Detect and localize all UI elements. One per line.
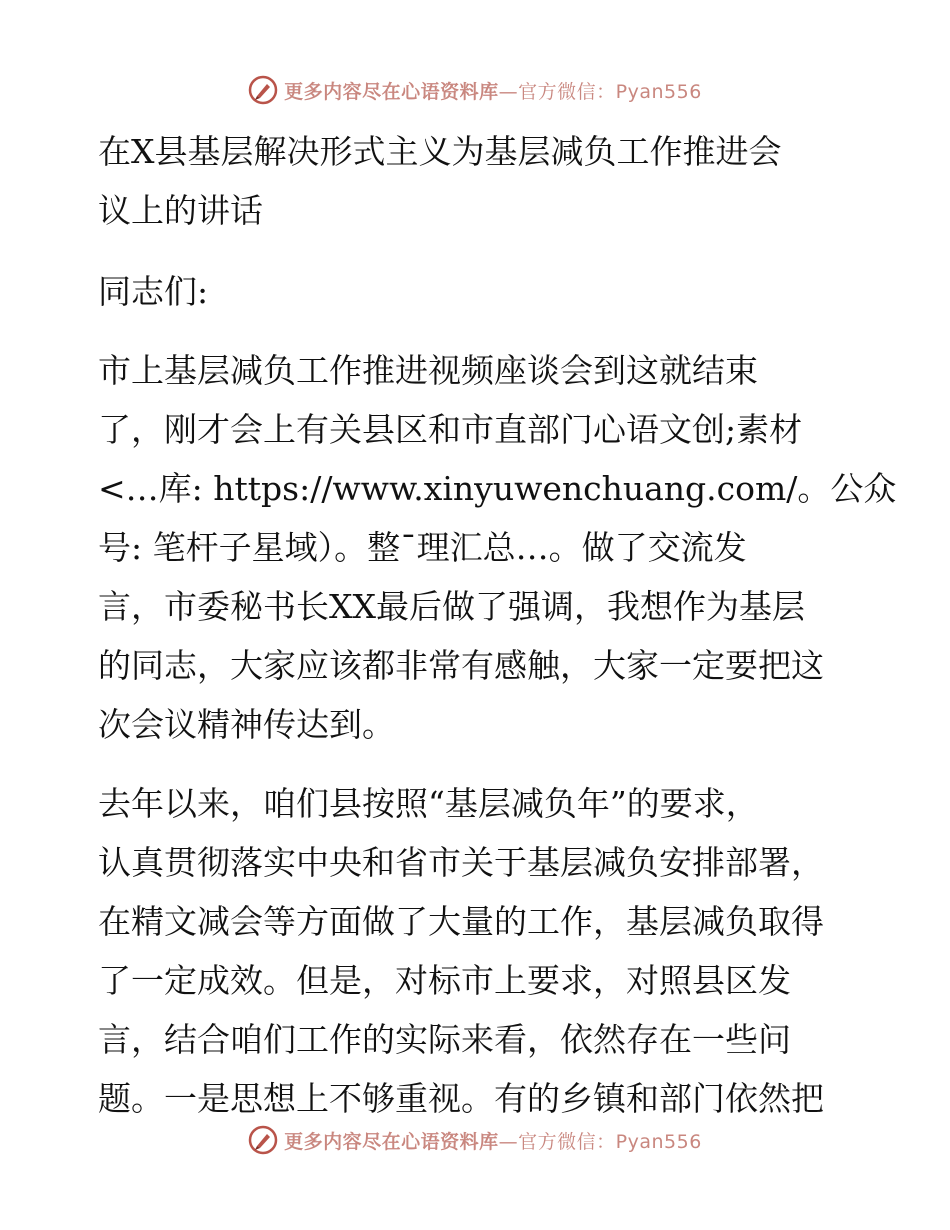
header-banner <box>0 70 950 110</box>
title-line: 议上的讲话 <box>98 191 263 230</box>
paragraph-line: 了一定成效。但是，对标市上要求，对照县区发 <box>98 961 791 1000</box>
paragraph-2 <box>98 774 858 1128</box>
paragraph-line: 的同志，大家应该都非常有感触，大家一定要把这 <box>98 646 824 685</box>
salutation <box>98 262 858 321</box>
footer-wechat-text: 官方微信：Pyan556 <box>518 1130 702 1153</box>
pen-logo-icon <box>248 75 278 105</box>
footer-separator: — <box>498 1130 519 1153</box>
header-wechat-text: 官方微信：Pyan556 <box>518 80 702 103</box>
paragraph-line: 去年以来，咱们县按照“基层减负年”的要求， <box>98 784 759 823</box>
footer-brand-text: 更多内容尽在心语资料库 <box>284 1130 499 1153</box>
paragraph-line: 题。一是思想上不够重视。有的乡镇和部门依然把 <box>98 1079 824 1118</box>
document-title <box>98 122 858 240</box>
pen-logo-icon <box>248 1125 278 1155</box>
paragraph-1 <box>98 341 897 754</box>
header-banner-text <box>284 77 702 104</box>
salutation-text: 同志们: <box>98 272 209 311</box>
paragraph-line: 在精文减会等方面做了大量的工作，基层减负取得 <box>98 902 824 941</box>
footer-banner <box>0 1120 950 1160</box>
paragraph-line: 了，刚才会上有关县区和市直部门心语文创;素材 <box>98 410 803 449</box>
paragraph-line: 认真贯彻落实中央和省市关于基层减负安排部署， <box>98 843 824 882</box>
document-body <box>98 122 897 1148</box>
footer-banner-text <box>284 1127 702 1154</box>
header-brand-text: 更多内容尽在心语资料库 <box>284 80 499 103</box>
paragraph-line: <…库: https://www.xinyuwenchuang.com/。公众 <box>98 469 897 508</box>
paragraph-line: 言，结合咱们工作的实际来看，依然存在一些问 <box>98 1020 791 1059</box>
paragraph-line: 市上基层减负工作推进视频座谈会到这就结束 <box>98 351 758 390</box>
title-line: 在X县基层解决形式主义为基层减负工作推进会 <box>98 132 782 171</box>
header-separator: — <box>498 80 519 103</box>
paragraph-line: 次会议精神传达到。 <box>98 705 395 744</box>
paragraph-line: 言，市委秘书长XX最后做了强调，我想作为基层 <box>98 587 805 626</box>
paragraph-line: 号: 笔杆子星域）。整¯理汇总…。做了交流发 <box>98 528 747 567</box>
